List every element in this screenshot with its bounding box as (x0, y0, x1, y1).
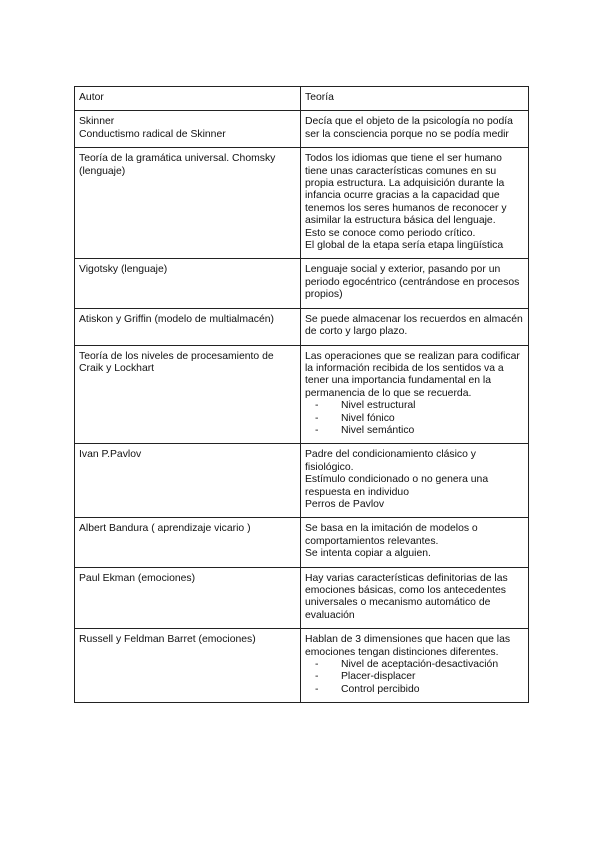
table-row (75, 111, 529, 148)
author-cell (75, 629, 301, 703)
table-row (75, 629, 529, 703)
theory-text: Esto se conoce como periodo crítico. (305, 227, 476, 239)
table-row (75, 444, 529, 518)
author-text: Paul Ekman (emociones) (79, 572, 196, 584)
bullet-list (305, 400, 524, 437)
table-row (75, 567, 529, 629)
theory-text: Se puede almacenar los recuerdos en almacén de corto y largo plazo. (305, 313, 523, 338)
author-cell (75, 444, 301, 518)
theory-text: Hay varias características definitorias de las emociones básicas, como los antecedentes universales o mecanismo automático de evaluación (305, 572, 508, 621)
bullet-list (305, 659, 524, 696)
theory-cell (301, 259, 529, 308)
author-cell (75, 345, 301, 444)
theory-text: Las operaciones que se realizan para codificar la información recibida de los sentidos va a tener una importancia fundamental en la permanencia de lo que se recuerda. (305, 350, 520, 399)
theory-text: Estímulo condicionado o no genera una respuesta en individuo (305, 474, 489, 498)
bullet-item: - Placer-displacer (315, 671, 524, 683)
header-author-cell (75, 87, 301, 111)
header-author: Autor (79, 92, 104, 103)
theories-table (74, 86, 529, 703)
theory-cell (301, 567, 529, 629)
table-row (75, 518, 529, 567)
author-text: Russell y Feldman Barret (emociones) (79, 634, 256, 646)
theory-cell (301, 444, 529, 518)
theory-text: Se intenta copiar a alguien. (305, 548, 431, 560)
theory-cell (301, 308, 529, 345)
theory-text: Hablan de 3 dimensiones que hacen que las emociones tengan distinciones diferentes. (305, 634, 511, 658)
table-row (75, 148, 529, 259)
theory-text: Todos los idiomas que tiene el ser humano tiene unas características comunes en su propia estructura. La adquisición durante la infancia ocurre gracias a la capacidad que tenemos los seres humanos de reconocer y asimilar la estructura básica del lenguaje. (305, 153, 507, 227)
author-text: Teoría de los niveles de procesamiento de Craik y Lockhart (79, 350, 274, 374)
theory-text: Padre del condicionamiento clásico y fisiológico. (305, 449, 476, 473)
author-text: Conductismo radical de Skinner (79, 128, 226, 140)
bullet-item: - Nivel fónico (315, 413, 524, 425)
table-row (75, 259, 529, 308)
author-text: Teoría de la gramática universal. Chomsky (lenguaje) (79, 153, 276, 177)
author-cell (75, 148, 301, 259)
bullet-item: - Control percibido (315, 684, 524, 696)
table-row (75, 345, 529, 444)
header-row (75, 87, 529, 111)
author-cell (75, 308, 301, 345)
author-cell (75, 518, 301, 567)
theory-text: Decía que el objeto de la psicología no podía ser la consciencia porque no se podía medir (305, 116, 513, 140)
theory-text: Perros de Pavlov (305, 498, 385, 510)
theory-cell (301, 518, 529, 567)
author-cell (75, 259, 301, 308)
header-theory-cell (301, 87, 529, 111)
author-cell (75, 111, 301, 148)
bullet-item: - Nivel semántico (315, 425, 524, 437)
table-row (75, 308, 529, 345)
author-cell (75, 567, 301, 629)
bullet-item: - Nivel de aceptación-desactivación (315, 659, 524, 671)
author-text: Atiskon y Griffin (modelo de multialmacén) (79, 313, 274, 325)
author-text: Skinner (79, 116, 115, 128)
theory-cell (301, 111, 529, 148)
author-text: Albert Bandura ( aprendizaje vicario ) (79, 523, 251, 535)
header-theory: Teoría (305, 92, 334, 103)
table-body (75, 87, 529, 703)
author-text: Ivan P.Pavlov (79, 449, 142, 461)
theory-cell (301, 629, 529, 703)
bullet-item: - Nivel estructural (315, 400, 524, 412)
theory-text: El global de la etapa sería etapa lingüística (305, 240, 504, 252)
theory-cell (301, 148, 529, 259)
theory-cell (301, 345, 529, 444)
author-text: Vigotsky (lenguaje) (79, 264, 168, 276)
theory-text: Lenguaje social y exterior, pasando por un periodo egocéntrico (centrándose en procesos propios) (305, 264, 520, 301)
theory-text: Se basa en la imitación de modelos o comportamientos relevantes. (305, 523, 478, 547)
